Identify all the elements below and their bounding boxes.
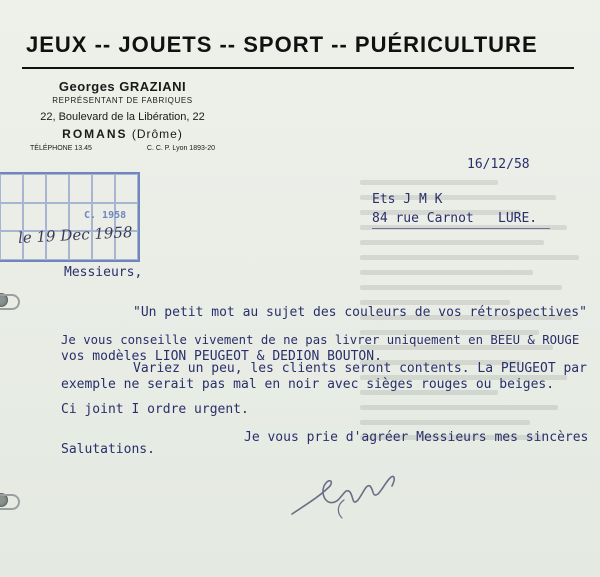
letterhead-title: JEUX -- JOUETS -- SPORT -- PUÉRICULTURE (26, 32, 538, 57)
recipient-city: LURE. (498, 211, 538, 226)
stamp-handwritten-date: le 19 Dec 1958 (17, 223, 133, 247)
letter-date: 16/12/58 (467, 157, 530, 172)
sender-ccp: C. C. P. Lyon 1893-20 (146, 145, 215, 152)
subject-line: "Un petit mot au sujet des couleurs de vos rétrospectives" (133, 305, 587, 320)
binder-ring-bottom (0, 494, 20, 510)
signature (282, 456, 412, 526)
sender-city: ROMANS (62, 127, 128, 141)
stamp-date: C. 1958 (84, 210, 127, 221)
sender-contact-line (30, 145, 215, 152)
paragraph-1-line-1: Je vous conseille vivement de ne pas livrer uniquement en BEEU & ROUGE (61, 333, 580, 347)
closing-salutations: Salutations. (61, 442, 155, 457)
sender-region: (Drôme) (131, 127, 183, 141)
sender-city-line (30, 127, 215, 141)
paragraph-2-line-1: Variez un peu, les clients seront contents. La PEUGEOT par (133, 361, 587, 376)
sender-telephone: TÉLÉPHONE 13.45 (30, 145, 92, 152)
salutation: Messieurs, (64, 265, 143, 280)
binder-ring-top (0, 294, 20, 310)
recipient-underline (372, 228, 550, 229)
sender-address: 22, Boulevard de la Libération, 22 (40, 111, 205, 123)
sender-role: REPRÉSENTANT DE FABRIQUES (52, 96, 193, 105)
recipient-name: Ets J M K (372, 192, 443, 207)
paragraph-3: Ci joint I ordre urgent. (61, 402, 249, 417)
sender-block (30, 79, 215, 152)
received-stamp (0, 172, 140, 262)
paragraph-2-line-2: exemple ne serait pas mal en noir avec sièges rouges ou beiges. (61, 377, 555, 392)
letterhead-rule (22, 67, 574, 69)
paragraph-1-line-2: vos modèles LION PEUGEOT & DEDION BOUTON. (61, 349, 382, 364)
closing-line: Je vous prie d'agréer Messieurs mes sincères (244, 430, 589, 445)
sender-name: Georges GRAZIANI (58, 79, 187, 94)
recipient-address: 84 rue Carnot (372, 211, 474, 226)
